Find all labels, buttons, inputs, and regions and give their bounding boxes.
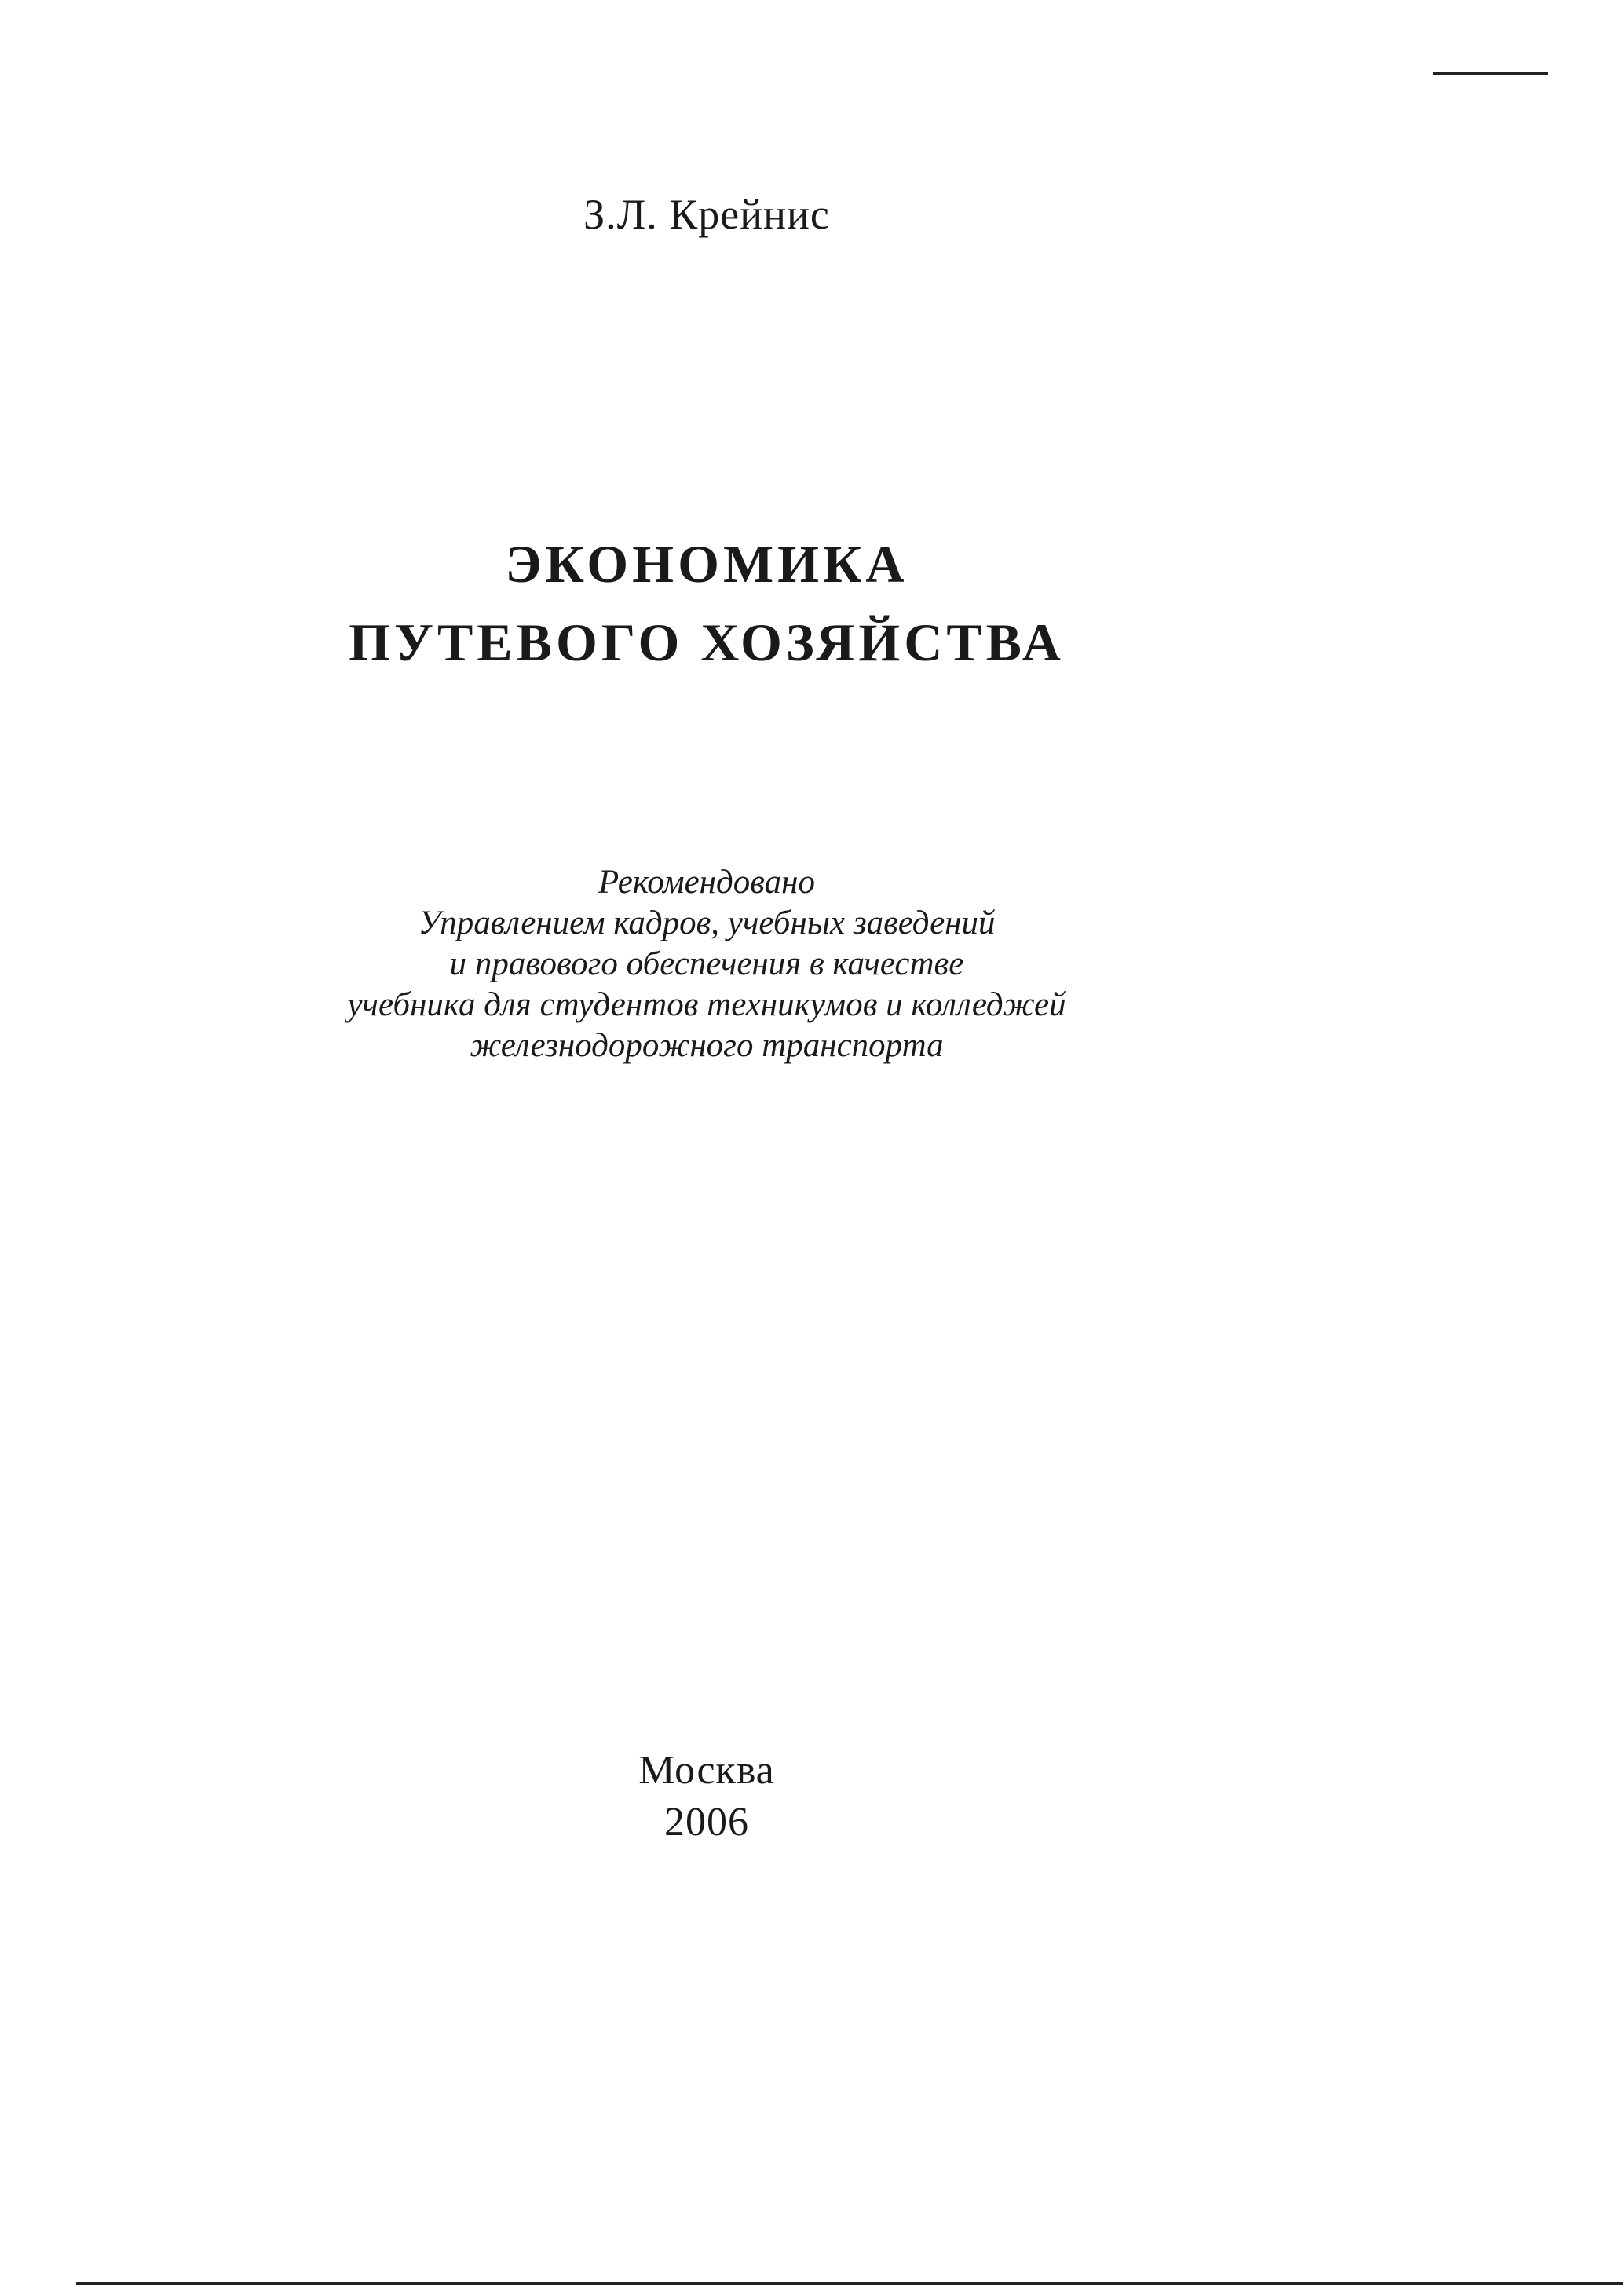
top-rule-line <box>1433 72 1548 75</box>
book-title-line-2: ПУТЕВОГО ХОЗЯЙСТВА <box>349 612 1065 672</box>
recommendation-line: Рекомендовано <box>598 864 815 901</box>
imprint <box>510 1745 903 1848</box>
publication-city: Москва <box>638 1748 775 1793</box>
book-title <box>236 525 1178 682</box>
recommendation-block <box>236 862 1178 1066</box>
author-name: З.Л. Крейнис <box>583 191 830 238</box>
recommendation-line: учебника для студентов техникумов и колледжей <box>347 986 1066 1023</box>
book-title-line-1: ЭКОНОМИКА <box>505 534 908 594</box>
bottom-rule-line <box>76 2282 1623 2285</box>
recommendation-line: и правового обеспечения в качестве <box>449 945 964 982</box>
publication-year: 2006 <box>664 1800 749 1844</box>
recommendation-line: железнодорожного транспорта <box>470 1027 944 1064</box>
recommendation-line: Управлением кадров, учебных заведений <box>418 905 996 941</box>
